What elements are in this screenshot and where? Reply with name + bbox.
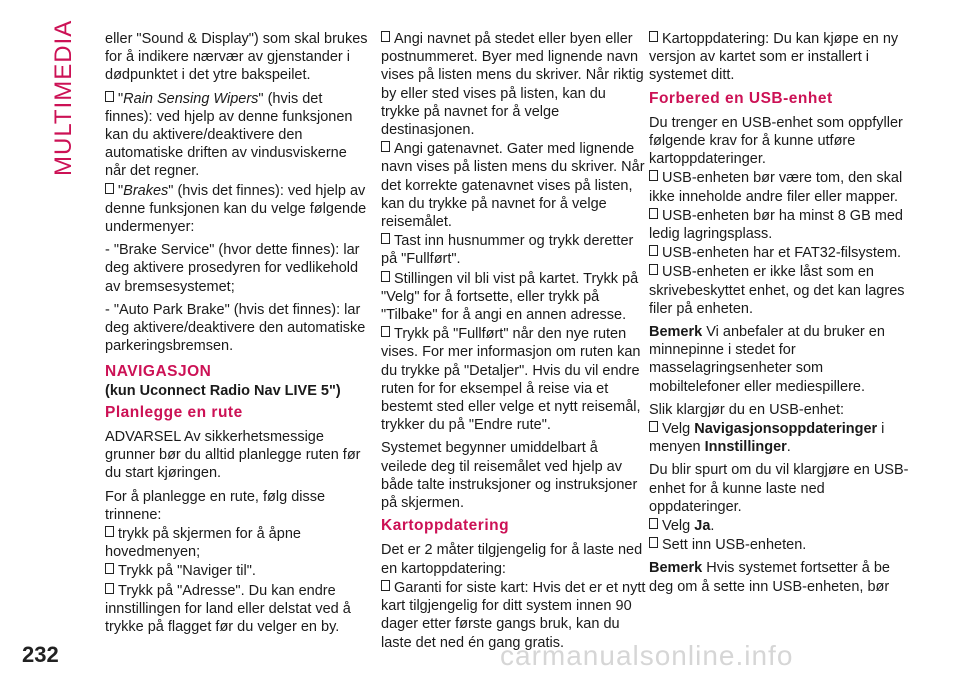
- note-text: Vi anbefaler at du bruker en minnepinne i stedet for masselagringsenheter som mobiltelefoner eller mediespillere.: [649, 324, 885, 395]
- bullet-item: [649, 536, 915, 554]
- bullet-text: .: [786, 439, 791, 456]
- bullet-item: [649, 30, 915, 85]
- bullet-text: Velg: [662, 518, 695, 535]
- bullet-text: Angi gatenavnet. Gater med lignende navn vises på listen mens du skriver. Når det korrekte gatenavnet vises på listen, kan du trykke på navnet for å velge reisemålet.: [381, 141, 645, 231]
- checkbox-bullet-icon: [105, 91, 114, 102]
- bullet-item: [381, 140, 647, 231]
- bullet-text: " (hvis det finnes): ved hjelp av denne funksjonen kan du aktivere/deaktivere den automatiske driften av vindusviskerne når det regner.: [105, 90, 353, 180]
- checkbox-bullet-icon: [649, 208, 658, 219]
- bullet-text: Trykk på "Naviger til".: [118, 563, 256, 580]
- bullet-item: [649, 263, 915, 318]
- section-title-vertical: [50, 19, 80, 176]
- bullet-item: [381, 270, 647, 325]
- bullet-item: [105, 90, 371, 181]
- checkbox-bullet-icon: [649, 170, 658, 181]
- checkbox-bullet-icon: [649, 245, 658, 256]
- checkbox-bullet-icon: [649, 31, 658, 42]
- checkbox-bullet-icon: [381, 271, 390, 282]
- bullet-text: Angi navnet på stedet eller byen eller postnummeret. Byer med lignende navn vises på listen mens du skriver. Når riktig by eller sted vises på listen, kan du trykke på navnet for å velge destinasjonen.: [381, 31, 644, 139]
- checkbox-bullet-icon: [105, 563, 114, 574]
- bold-term: Innstillinger: [704, 439, 787, 456]
- heading-prepare-usb: Forbered en USB-enhet: [649, 89, 833, 107]
- checkbox-bullet-icon: [649, 264, 658, 275]
- bullet-text: USB-enheten bør ha minst 8 GB med ledig lagringsplass.: [649, 207, 903, 243]
- paragraph: Du trenger en USB-enhet som oppfyller følgende krav for å kunne utføre kartoppdateringer.: [649, 114, 903, 168]
- bullet-text: .: [710, 518, 715, 535]
- checkbox-bullet-icon: [105, 183, 114, 194]
- checkbox-bullet-icon: [105, 526, 114, 537]
- quote: ": [118, 182, 124, 199]
- checkbox-bullet-icon: [381, 580, 390, 591]
- bullet-item: [649, 517, 915, 535]
- heading-plan-route: Planlegge en rute: [105, 403, 243, 421]
- bullet-text: trykk på skjermen for å åpne hovedmenyen;: [105, 526, 301, 561]
- note: [649, 559, 915, 595]
- bullet-item: [381, 325, 647, 434]
- bullet-item: [381, 232, 647, 268]
- bullet-text: i menyen: [649, 421, 885, 456]
- paragraph: Systemet begynner umiddelbart å veilede deg til reisemålet ved hjelp av både talte instruksjoner og instruksjoner på skjermen.: [381, 440, 638, 512]
- bullet-item: [649, 169, 915, 205]
- paragraph: Du blir spurt om du vil klargjøre en USB-enhet for å kunne laste ned oppdateringer.: [649, 462, 909, 515]
- section-title-text: MULTIMEDIA: [50, 19, 77, 176]
- checkbox-bullet-icon: [649, 537, 658, 548]
- page-number: 232: [22, 642, 59, 667]
- bold-term: Ja: [694, 518, 711, 535]
- bullet-item: [105, 182, 371, 237]
- checkbox-bullet-icon: [105, 583, 114, 594]
- column-2: [381, 30, 647, 657]
- note-label: Bemerk: [649, 324, 703, 341]
- paragraph: - "Brake Service" (hvor dette finnes): lar deg aktivere prosedyren for vedlikehold av bremsesystemet;: [105, 242, 360, 295]
- checkbox-bullet-icon: [381, 326, 390, 337]
- checkbox-bullet-icon: [381, 233, 390, 244]
- bullet-text: Kartoppdatering: Du kan kjøpe en ny versjon av kartet som er installert i systemet ditt.: [649, 31, 899, 84]
- paragraph: Slik klargjør du en USB-enhet:: [649, 401, 845, 418]
- paragraph: - "Auto Park Brake" (hvis det finnes): lar deg aktivere/deaktivere den automatiske parkeringsbremsen.: [105, 301, 366, 355]
- checkbox-bullet-icon: [381, 31, 390, 42]
- paragraph: For å planlegge en rute, følg disse trinnene:: [105, 488, 326, 523]
- bullet-text: Trykk på "Fullført" når den nye ruten vises. For mer informasjon om ruten kan du trykke på "Detaljer". Hvis du vil endre ruten for for eksempel å reise via et bestemt sted eller velge et nytt reisemål, trykker du på "Endre rute".: [381, 326, 641, 434]
- paragraph: eller "Sound & Display") som skal brukes for å indikere nærvær av gjenstander i dødpunktet i det ytre bakspeilet.: [105, 31, 368, 84]
- note-text: Hvis systemet fortsetter å be deg om å sette inn USB-enheten, bør: [649, 560, 890, 595]
- paragraph: ADVARSEL Av sikkerhetsmessige grunner bør du alltid planlegge ruten før du start kjøringen.: [105, 429, 361, 482]
- emphasis: Brakes: [123, 182, 169, 199]
- bullet-text: Tast inn husnummer og trykk deretter på "Fullført".: [381, 233, 634, 268]
- heading-navigation-sub: (kun Uconnect Radio Nav LIVE 5"): [105, 382, 341, 399]
- bullet-item: [381, 30, 647, 139]
- paragraph: Det er 2 måter tilgjengelig for å laste ned en kartoppdatering:: [381, 542, 643, 577]
- checkbox-bullet-icon: [649, 518, 658, 529]
- bullet-text: Garanti for siste kart: Hvis det er et nytt kart tilgjengelig for ditt system innen 90 dager etter første gangs bruk, kan du laste det ned én gang gratis.: [381, 579, 646, 651]
- watermark: carmanualsonline.info: [500, 640, 794, 671]
- checkbox-bullet-icon: [649, 421, 658, 432]
- heading-map-update: Kartoppdatering: [381, 517, 510, 535]
- bullet-item: [649, 420, 915, 456]
- note-label: Bemerk: [649, 560, 703, 577]
- column-3: [649, 30, 915, 601]
- quote: ": [118, 90, 124, 107]
- bullet-text: USB-enheten bør være tom, den skal ikke inneholde andre filer eller mapper.: [649, 170, 903, 205]
- bullet-text: USB-enheten har et FAT32-filsystem.: [662, 245, 902, 262]
- bullet-text: Stillingen vil bli vist på kartet. Trykk på "Velg" for å fortsette, eller trykk på "Tilbake" for å angi en annen adresse.: [381, 270, 639, 324]
- heading-navigation: NAVIGASJON: [105, 363, 212, 381]
- bullet-item: [649, 244, 915, 262]
- bullet-text: Velg: [662, 421, 695, 438]
- bullet-item: [649, 207, 915, 243]
- bullet-item: [105, 562, 371, 580]
- bold-term: Navigasjonsoppdateringer: [694, 421, 878, 438]
- bullet-item: [105, 525, 371, 561]
- checkbox-bullet-icon: [381, 141, 390, 152]
- column-1: [105, 30, 371, 637]
- bullet-text: Trykk på "Adresse". Du kan endre innstillingen for land eller delstat ved å trykke på flagget før du velger en by.: [105, 582, 351, 636]
- bullet-item: [105, 582, 371, 637]
- note: [649, 323, 915, 396]
- bullet-text: Sett inn USB-enheten.: [662, 537, 807, 554]
- bullet-text: USB-enheten er ikke låst som en skrivebeskyttet enhet, og det kan lagres filer på enheten.: [649, 264, 905, 317]
- emphasis: Rain Sensing Wipers: [123, 90, 259, 107]
- bullet-text: " (hvis det finnes): ved hjelp av denne funksjonen kan du velge følgende undermenyer:: [105, 182, 367, 236]
